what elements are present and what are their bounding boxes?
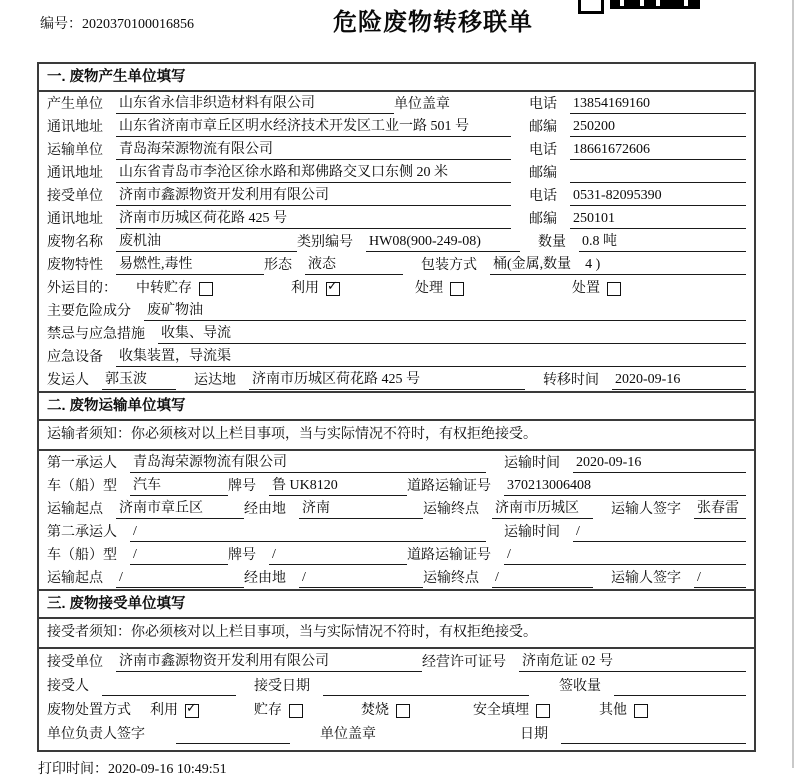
origin2-label: 运输起点 — [47, 571, 103, 586]
accept-date-label: 接受日期 — [254, 679, 310, 694]
receiver-phone-label: 电话 — [529, 189, 557, 204]
producer-zip-value: 250200 — [570, 117, 746, 137]
row-responsible-sign — [39, 721, 754, 745]
waste-name-value: 废机油 — [116, 232, 297, 252]
row-accept-person — [39, 673, 754, 697]
date-value — [561, 743, 746, 744]
document-header — [0, 0, 796, 62]
purpose-option-dispose — [572, 279, 621, 298]
receiver-unit-label: 接受单位 — [47, 189, 103, 204]
row-disposal-method — [39, 697, 754, 721]
received-amount-label: 签收量 — [559, 679, 601, 694]
disposal-other-label: 其他 — [599, 703, 627, 718]
carrier-sign1-value: 张春雷 — [694, 499, 746, 519]
purpose-option-utilize — [291, 279, 340, 298]
category-code-value: HW08(900-249-08) — [366, 232, 520, 252]
received-amount-value — [614, 695, 746, 696]
page-right-edge — [792, 0, 794, 768]
row-producer-unit — [39, 92, 754, 115]
row-contraindication — [39, 322, 754, 345]
page-title: 危险废物转移联单 — [333, 9, 533, 36]
producer-phone-label: 电话 — [529, 97, 557, 112]
transport-unit-label: 运输单位 — [47, 143, 103, 158]
purpose-dispose-label: 处置 — [572, 281, 600, 296]
row-receiver-unit — [39, 184, 754, 207]
print-time — [38, 758, 796, 778]
vehicle-type2-label: 车（船）型 — [47, 548, 117, 563]
producer-phone-value: 13854169160 — [570, 94, 746, 114]
row-producer-address — [39, 115, 754, 138]
transport-time2-value: / — [573, 522, 746, 542]
terminus1-value: 济南市历城区 — [492, 499, 593, 519]
disposal-option-landfill — [473, 701, 550, 720]
plate2-value: / — [269, 545, 407, 565]
purpose-transit-checkbox[interactable] — [199, 282, 213, 296]
print-time-value: 2020-09-16 10:49:51 — [108, 762, 227, 777]
emergency-equipment-value: 收集装置，导流渠 — [116, 347, 746, 367]
carrier-sign2-value: / — [694, 568, 746, 588]
terminus2-label: 运输终点 — [423, 571, 479, 586]
contraindication-label: 禁忌与应急措施 — [47, 327, 145, 342]
road-permit2-label: 道路运输证号 — [407, 548, 491, 563]
row-second-carrier — [39, 520, 754, 543]
accept-date-value — [323, 695, 529, 696]
purpose-utilize-checkbox[interactable] — [326, 282, 340, 296]
transport-address-value: 山东省青岛市李沧区徐水路和郑佛路交叉口东侧 20 米 — [116, 163, 511, 183]
receiver-address-label: 通讯地址 — [47, 212, 103, 227]
road-permit1-value: 370213006408 — [504, 476, 746, 496]
row-transport-address — [39, 161, 754, 184]
disposal-other-checkbox[interactable] — [634, 704, 648, 718]
vehicle-type1-value: 汽车 — [130, 476, 228, 496]
date-label: 日期 — [520, 727, 548, 742]
disposal-store-checkbox[interactable] — [289, 704, 303, 718]
purpose-option-treat — [415, 279, 464, 298]
purpose-dispose-checkbox[interactable] — [607, 282, 621, 296]
transport-time2-label: 运输时间 — [504, 525, 560, 540]
producer-address-value: 山东省济南市章丘区明水经济技术开发区工业一路 501 号 — [116, 117, 511, 137]
disposal-utilize-label: 利用 — [150, 703, 178, 718]
waste-traits-label: 废物特性 — [47, 258, 103, 273]
contraindication-value: 收集、导流 — [158, 324, 746, 344]
row-vehicle1 — [39, 474, 754, 497]
row-waste-traits — [39, 253, 754, 276]
disposal-landfill-label: 安全填埋 — [473, 703, 529, 718]
disposal-option-store — [254, 701, 303, 720]
row-accept-unit — [39, 649, 754, 673]
section1-header: 一. 废物产生单位填写 — [39, 64, 754, 92]
producer-zip-label: 邮编 — [529, 120, 557, 135]
quantity-label: 数量 — [538, 235, 566, 250]
destination-label: 运达地 — [194, 373, 236, 388]
transport-address-label: 通讯地址 — [47, 166, 103, 181]
first-carrier-label: 第一承运人 — [47, 456, 117, 471]
transport-zip-value — [570, 182, 746, 183]
transfer-time-value: 2020-09-16 — [612, 370, 746, 390]
road-permit1-label: 道路运输证号 — [407, 479, 491, 494]
purpose-option-transit — [136, 279, 213, 298]
receiver-phone-value: 0531-82095390 — [570, 186, 746, 206]
row-transport-unit — [39, 138, 754, 161]
form-state-label: 形态 — [264, 258, 292, 273]
receiver-unit-value: 济南市鑫源物资开发利用有限公司 — [116, 186, 511, 206]
row-route2 — [39, 566, 754, 589]
purpose-treat-label: 处理 — [415, 281, 443, 296]
quantity-value: 0.8 吨 — [579, 232, 746, 252]
purpose-transit-label: 中转贮存 — [136, 281, 192, 296]
accept-person-value — [102, 695, 236, 696]
disposal-incinerate-label: 焚烧 — [361, 703, 389, 718]
transport-zip-label: 邮编 — [529, 166, 557, 181]
via2-label: 经由地 — [244, 571, 286, 586]
road-permit2-value: / — [504, 545, 746, 565]
destination-value: 济南市历城区荷花路 425 号 — [249, 370, 525, 390]
row-route1 — [39, 497, 754, 520]
accept-person-label: 接受人 — [47, 679, 89, 694]
transport-phone-value: 18661672606 — [570, 140, 746, 160]
terminus2-value: / — [492, 568, 593, 588]
section3-header: 三. 废物接受单位填写 — [39, 589, 754, 619]
accept-unit-value: 济南市鑫源物资开发利用有限公司 — [116, 652, 422, 672]
waste-name-label: 废物名称 — [47, 235, 103, 250]
vehicle-type2-value: / — [130, 545, 228, 565]
disposal-incinerate-checkbox[interactable] — [396, 704, 410, 718]
vehicle-type1-label: 车（船）型 — [47, 479, 117, 494]
hazard-component-value: 废矿物油 — [144, 301, 746, 321]
emergency-equipment-label: 应急设备 — [47, 350, 103, 365]
transporter-notice: 运输者须知：你必须核对以上栏目事项，当与实际情况不符时，有权拒绝接受。 — [39, 421, 754, 451]
transport-phone-label: 电话 — [529, 143, 557, 158]
via1-value: 济南 — [299, 499, 423, 519]
transfer-time-label: 转移时间 — [543, 373, 599, 388]
row-hazard-component — [39, 299, 754, 322]
hazard-component-label: 主要危险成分 — [47, 304, 131, 319]
category-code-label: 类别编号 — [297, 235, 353, 250]
purpose-utilize-label: 利用 — [291, 281, 319, 296]
unit-seal-label: 单位盖章 — [394, 97, 450, 112]
packing-value: 桶(金属,数量 4 ) — [490, 255, 746, 275]
via1-label: 经由地 — [244, 502, 286, 517]
doc-number-value: 2020370100016856 — [82, 17, 194, 32]
responsible-sign-label: 单位负责人签字 — [47, 727, 145, 742]
row-receiver-address — [39, 207, 754, 230]
accept-unit-label: 接受单位 — [47, 655, 103, 670]
terminus1-label: 运输终点 — [423, 502, 479, 517]
plate2-label: 牌号 — [228, 548, 256, 563]
carrier-sign1-label: 运输人签字 — [611, 502, 681, 517]
shipper-value: 郭玉波 — [102, 370, 176, 390]
disposal-option-incinerate — [361, 701, 410, 720]
plate1-value: 鲁 UK8120 — [269, 476, 407, 496]
receiver-zip-value: 250101 — [570, 209, 746, 229]
second-carrier-label: 第二承运人 — [47, 525, 117, 540]
via2-value: / — [299, 568, 423, 588]
producer-unit-value: 山东省永信非织造材料有限公司 — [116, 94, 394, 114]
receiver-notice: 接受者须知：你必须核对以上栏目事项，当与实际情况不符时，有权拒绝接受。 — [39, 619, 754, 649]
packing-label: 包装方式 — [421, 258, 477, 273]
row-transfer-purpose — [39, 276, 754, 299]
disposal-utilize-checkbox[interactable] — [185, 704, 199, 718]
disposal-option-other — [599, 701, 648, 720]
unit-seal2-label: 单位盖章 — [320, 727, 376, 742]
disposal-landfill-checkbox[interactable] — [536, 704, 550, 718]
origin1-label: 运输起点 — [47, 502, 103, 517]
row-first-carrier — [39, 451, 754, 474]
transport-time1-value: 2020-09-16 — [573, 453, 746, 473]
origin2-value: / — [116, 568, 244, 588]
manifest-form-table — [37, 62, 756, 752]
disposal-store-label: 贮存 — [254, 703, 282, 718]
transport-unit-value: 青岛海荣源物流有限公司 — [116, 140, 511, 160]
section3 — [39, 589, 754, 745]
waste-traits-value: 易燃性,毒性 — [116, 255, 264, 275]
receiver-zip-label: 邮编 — [529, 212, 557, 227]
doc-number — [40, 13, 194, 33]
purpose-treat-checkbox[interactable] — [450, 282, 464, 296]
carrier-sign2-label: 运输人签字 — [611, 571, 681, 586]
row-emergency-equipment — [39, 345, 754, 368]
responsible-sign-value — [176, 743, 290, 744]
shipper-label: 发运人 — [47, 373, 89, 388]
row-shipper — [39, 368, 754, 391]
producer-unit-label: 产生单位 — [47, 97, 103, 112]
transfer-purpose-label: 外运目的： — [47, 281, 117, 296]
license-label: 经营许可证号 — [422, 655, 506, 670]
plate1-label: 牌号 — [228, 479, 256, 494]
row-vehicle2 — [39, 543, 754, 566]
row-waste-name — [39, 230, 754, 253]
transport-time1-label: 运输时间 — [504, 456, 560, 471]
license-value: 济南危证 02 号 — [519, 652, 746, 672]
section2-header: 二. 废物运输单位填写 — [39, 391, 754, 421]
origin1-value: 济南市章丘区 — [116, 499, 244, 519]
doc-number-label: 编号： — [40, 17, 82, 32]
second-carrier-value: / — [130, 522, 486, 542]
receiver-address-value: 济南市历城区荷花路 425 号 — [116, 209, 511, 229]
disposal-option-utilize — [150, 701, 199, 720]
disposal-method-label: 废物处置方式 — [47, 703, 131, 718]
first-carrier-value: 青岛海荣源物流有限公司 — [130, 453, 486, 473]
print-time-label: 打印时间： — [38, 762, 108, 777]
form-state-value: 液态 — [305, 255, 403, 275]
producer-address-label: 通讯地址 — [47, 120, 103, 135]
